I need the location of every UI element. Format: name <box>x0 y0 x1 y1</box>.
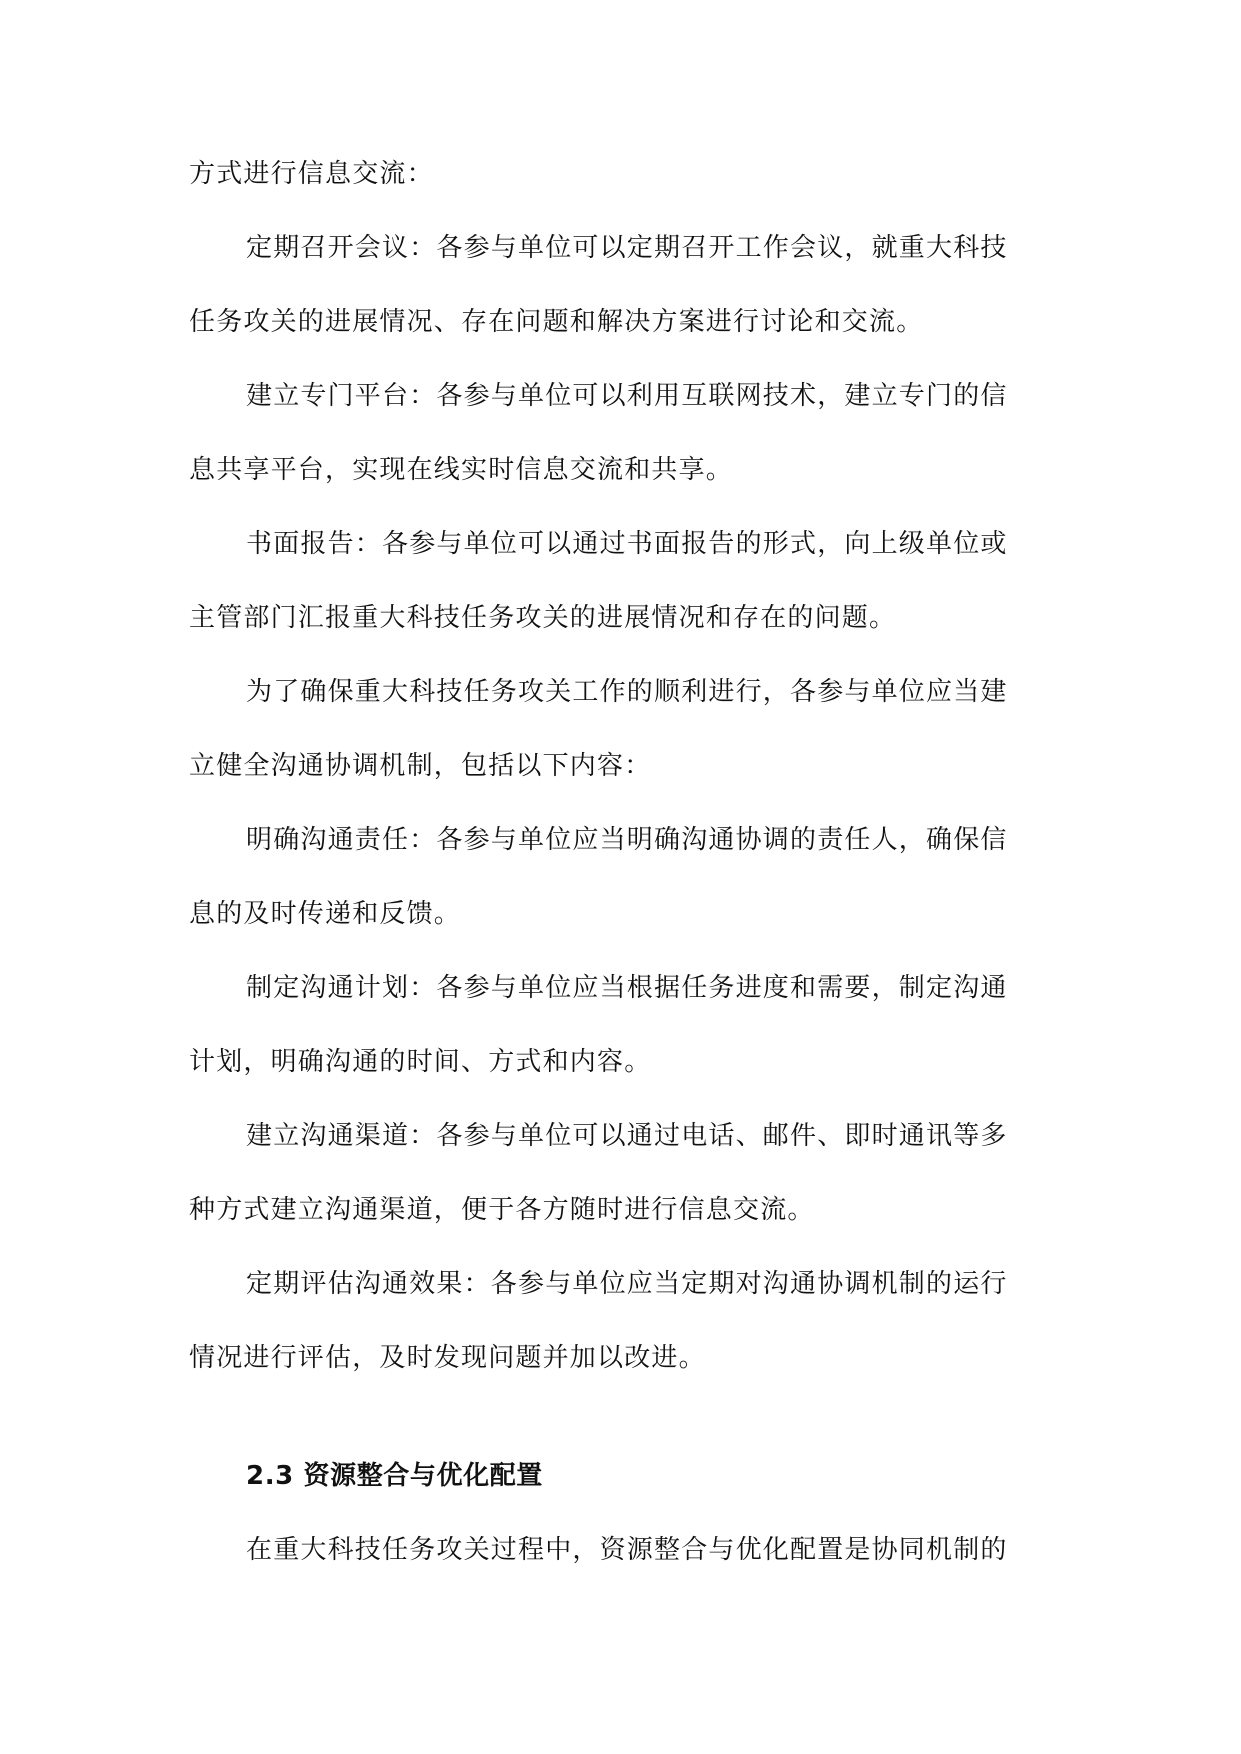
text-line: 息共享平台，实现在线实时信息交流和共享。 <box>189 455 734 485</box>
paragraph-line: 明确沟通责任：各参与单位应当明确沟通协调的责任人，确保信 <box>246 825 1008 855</box>
text-line: 立健全沟通协调机制，包括以下内容： <box>189 751 652 781</box>
paragraph-line: 在重大科技任务攻关过程中，资源整合与优化配置是协同机制的 <box>246 1535 1008 1565</box>
text-line: 情况进行评估，及时发现问题并加以改进。 <box>189 1343 706 1373</box>
paragraph-line: 建立沟通渠道：各参与单位可以通过电话、邮件、即时通讯等多 <box>246 1121 1008 1151</box>
paragraph-line: 建立专门平台：各参与单位可以利用互联网技术，建立专门的信 <box>246 381 1008 411</box>
text-line: 息的及时传递和反馈。 <box>189 899 462 929</box>
text-line: 种方式建立沟通渠道，便于各方随时进行信息交流。 <box>189 1195 815 1225</box>
section-heading: 2.3 资源整合与优化配置 <box>246 1461 543 1491</box>
paragraph-line: 定期评估沟通效果：各参与单位应当定期对沟通协调机制的运行 <box>246 1269 1008 1299</box>
text-line: 方式进行信息交流： <box>189 159 434 189</box>
text-line: 主管部门汇报重大科技任务攻关的进展情况和存在的问题。 <box>189 603 897 633</box>
paragraph-line: 定期召开会议：各参与单位可以定期召开工作会议，就重大科技 <box>246 233 1008 263</box>
paragraph-line: 书面报告：各参与单位可以通过书面报告的形式，向上级单位或 <box>246 529 1008 559</box>
paragraph-line: 制定沟通计划：各参与单位应当根据任务进度和需要，制定沟通 <box>246 973 1008 1003</box>
paragraph-line: 为了确保重大科技任务攻关工作的顺利进行，各参与单位应当建 <box>246 677 1008 707</box>
text-line: 计划，明确沟通的时间、方式和内容。 <box>189 1047 652 1077</box>
text-line: 任务攻关的进展情况、存在问题和解决方案进行讨论和交流。 <box>189 307 924 337</box>
